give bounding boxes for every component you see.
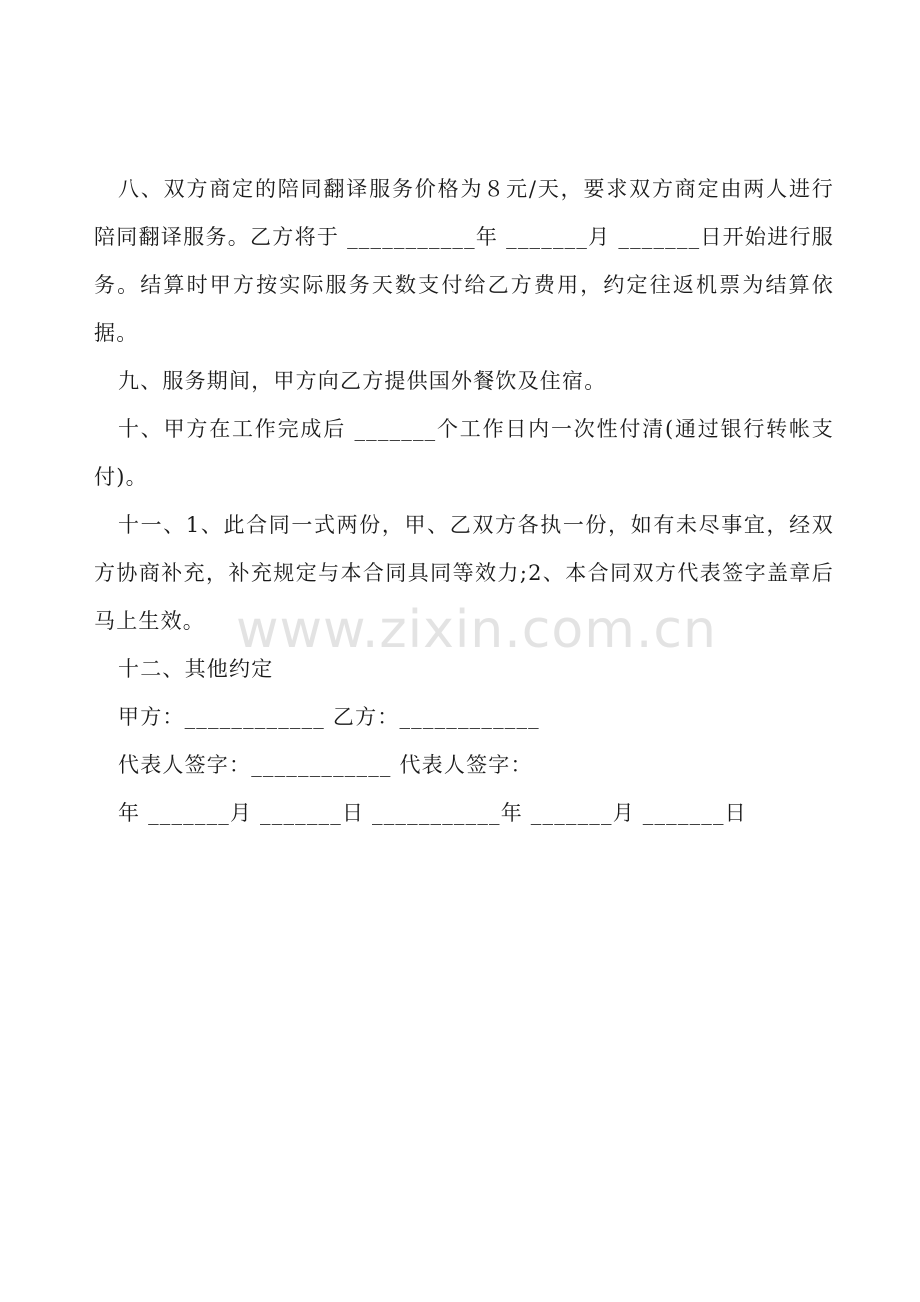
- dates-line: 年 _______月 _______日 ___________年 _______月 _______日: [118, 801, 747, 825]
- contract-page: [94, 165, 834, 837]
- clause-10: 十、甲方在工作完成后 _______个工作日内一次性付清(通过银行转帐支付)。: [94, 417, 834, 489]
- representatives-line: 代表人签字：____________ 代表人签字：: [118, 753, 533, 777]
- clause-9: 九、服务期间，甲方向乙方提供国外餐饮及住宿。: [118, 369, 607, 393]
- clause-11: 十一、1、此合同一式两份，甲、乙双方各执一份，如有未尽事宜，经双方协商补充，补充规定与本合同具同等效力;2、本合同双方代表签字盖章后马上生效。: [94, 513, 834, 633]
- watermark: www.zixin.com.cn: [236, 600, 717, 660]
- clause-8: 八、双方商定的陪同翻译服务价格为８元/天，要求双方商定由两人进行陪同翻译服务。乙方将于 ___________年 _______月 _______日开始进行服务。结算时甲方按实际服务天数支付给乙方费用，约定往返机票为结算依据。: [94, 177, 834, 345]
- parties-line: 甲方：____________ 乙方：____________: [118, 705, 540, 729]
- clause-12: 十二、其他约定: [118, 657, 274, 681]
